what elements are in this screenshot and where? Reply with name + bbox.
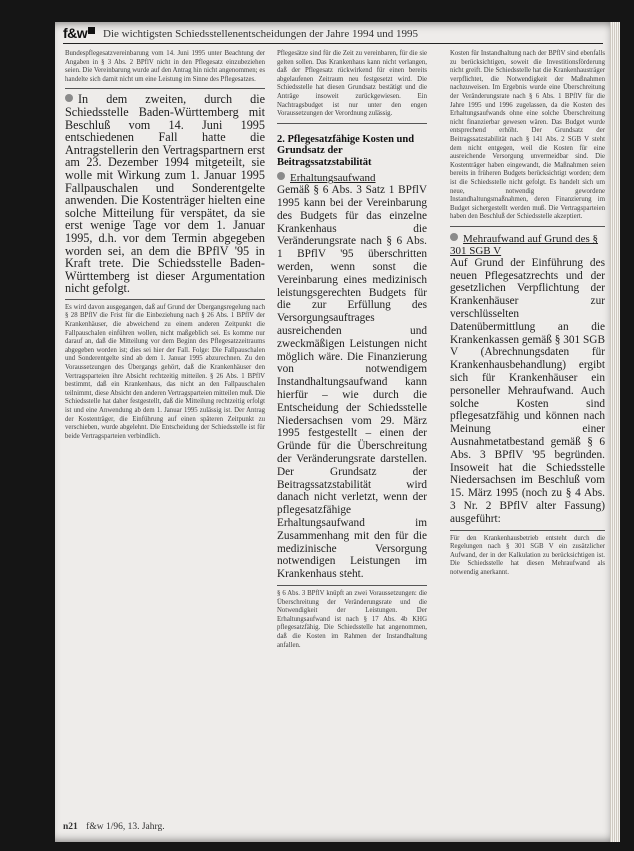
page-header	[63, 25, 603, 44]
divider	[277, 585, 427, 586]
subheading: Mehraufwand auf Grund des § 301 SGB V	[450, 232, 599, 257]
col3-paragraph: Auf Grund der Einführung des neuen Pflegesatzrechts und der gesetzlichen Verpflichtung der Krankenhäuser zur verschlüsselten Datenübermittlung an die Krankenkassen gemäß § 301 SGB V (Abrechnungsdaten für Krankenhausbehandlung) ergibt sich für Krankenhäuser ein personeller Mehraufwand. Auch solche Kosten sind pflegesatzfähig und können nach Meinung einer Ausnahmetatbestand gemäß § 6 Abs. 3 BPflV '95 begründen. Insoweit hat die Schiedsstelle Niedersachsen im Beschluß vom 15. März 1995 (noch zu § 4 Abs. 3 Nr. 2 BPflV alter Fassung) ausgeführt:	[450, 256, 605, 525]
page-footer	[63, 822, 165, 832]
col2-bottom: § 6 Abs. 3 BPflV knüpft an zwei Voraussetzungen: die Überschreitung der Veränderungsrate und die Notwendigkeit der Leistungen. Der Erhaltungsaufwand ist nach § 17 Abs. 4b KHG pflegesatzfähig. Die Schiedsstelle hat angenommen, daß die Kosten im Rahmen der Instandhaltung anfallen.	[277, 589, 427, 649]
document-page	[55, 22, 620, 842]
bullet-icon	[450, 233, 458, 241]
column-2	[277, 50, 427, 650]
col1-bullet-paragraph: In dem zweiten, durch die Schiedsstelle Baden-Württemberg mit Beschluß vom 14. Juni 1995 entschiedenen Fall hatte die Antragstellerin den Vertragspartnern erst am 23. Dezember 1994 mitgeteilt, sie wolle mit Wirkung zum 1. Januar 1995 Fallpauschalen und Sonderentgelte anwenden. Die Kostenträger hielten eine solche Mitteilung für verspätet, da sie erst wenige Tage vor dem 1. Januar 1995, d.h. vor dem Termin abgegeben worden sei, an dem die BPflV '95 in Kraft trete. Die Schiedsstelle Baden-Württemberg ist dieser Argumentation nicht gefolgt.	[65, 92, 265, 296]
bullet-icon	[277, 172, 285, 180]
divider	[277, 123, 427, 124]
page-edge	[610, 22, 620, 842]
col1-quote: Es wird davon ausgegangen, daß auf Grund der Übergangsregelung nach § 28 BPflV die Frist für die Einbeziehung nach § 26 Abs. 1 BPflV der Krankenhäuser, die abweichend zu einem anderen Zeitpunkt die Fallpauschalen einführen wollen, nicht maßgeblich sei. Es komme nur darauf an, daß die Mitteilung vor dem Beginn des Pflegesatzzeitraums abgegeben worden ist; dies sei hier der Fall. Folge: Die Fallpauschalen und Sonderentgelte sind ab dem 1. Januar 1995 abzurechnen. Zu den Voraussetzungen des Übergangs gehört, daß die Krankenhäuser den Vertragsparteien ihre Absicht rechtzeitig mitteilen. § 26 Abs. 1 BPflV bestimmt, daß ein Krankenhaus, das nicht an den Fallpauschalen teilnimmt, diese Absicht den anderen Vertragsparteien mitteilen muß. Die Schiedsstelle hat daher festgestellt, daß die Mitteilung rechtzeitig erfolgt ist und eine Anwendung ab dem 1. Januar 1995 zulässig ist. Der Antrag der Kostenträger, die Einführung auf einen späteren Zeitpunkt zu verschieben, wurde abgelehnt. Die Entscheidung der Schiedsstelle ist für beide Vertragsparteien verbindlich.	[65, 303, 265, 440]
col1-intro: Bundespflegesatzvereinbarung vom 14. Juni 1995 unter Beachtung der Angaben in § 3 Abs. 2 BPflV nicht in den Pflegesatz einzubeziehen seien. Die Vereinbarung wurde auf den Antrag hin nicht angenommen; es handelte sich damit nicht um eine Leistung im Sinne des Pflegesatzes.	[65, 50, 265, 83]
bullet-icon	[65, 94, 73, 102]
divider	[450, 530, 605, 531]
col3-top: Kosten für Instandhaltung nach der BPflV sind ebenfalls zu berücksichtigen, soweit die Investitionsförderung nicht greift. Die Schiedsstelle hat die Krankenhausträger verpflichtet, die Notwendigkeit der Maßnahmen nachzuweisen. Im Ergebnis wurde eine Überschreitung der Veränderungsrate nach § 6 Abs. 1 BPflV für die Jahre 1995 und 1996 zugelassen, da die Kosten des Erhaltungsaufwands ohne eine solche Überschreitung nicht finanzierbar gewesen wären. Das Budget wurde entsprechend erhöht. Der Grundsatz der Beitragssatzstabilität nach § 141 Abs. 2 SGB V steht dem nicht entgegen, weil die Kosten für eine ausreichende Versorgung unvermeidbar sind. Die Kostenträger haben eingewandt, die Maßnahmen seien bereits in früheren Budgets berücksichtigt worden; dem ist die Schiedsstelle nicht gefolgt. Es handelt sich um neue, notwendig gewordene Instandhaltungsmaßnahmen, deren Finanzierung im Budget sichergestellt werden muß. Die Vertragsparteien haben den Beschluß der Schiedsstelle akzeptiert.	[450, 50, 605, 221]
divider	[65, 88, 265, 89]
column-3	[450, 50, 605, 578]
journal-source: f&w 1/96, 13. Jahrg.	[86, 822, 165, 832]
section-title: 2. Pflegesatzfähige Kosten und Grundsatz der Beitragssatzstabilität	[277, 133, 415, 168]
journal-logo: f&w	[63, 25, 95, 41]
col2-paragraph: Gemäß § 6 Abs. 3 Satz 1 BPflV 1995 kann bei der Vereinbarung des Budgets für das einzelne Krankenhaus die Veränderungsrate nach § 6 Abs. 1 BPflV '95 überschritten werden, wenn sonst die Vereinbarung eines medizinisch leistungsgerechten Budgets für die zur Erfüllung des Versorgungsauftrages ausreichenden und zweckmäßigen Leistungen nicht möglich wäre. Die Finanzierung von notwendigem Instandhaltungsaufwand kann hierfür – wie durch die Entscheidung der Schiedsstelle Niedersachsen vom 29. März 1995 festgestellt – einen der Gründe für die Überschreitung der Veränderungsrate darstellen. Der Grundsatz der Beitragssatzstabilität wird danach nicht verletzt, wenn der pflegesatzfähige Erhaltungsaufwand im Zusammenhang mit den für die medizinische Versorgung notwendigen Leistungen im Krankenhaus steht.	[277, 184, 427, 581]
col3-bottom: Für den Krankenhausbetrieb entsteht durch die Regelungen nach § 301 SGB V ein zusätzlicher Aufwand, der in der Kalkulation zu berücksichtigen ist. Die Schiedsstelle hat diesen Mehraufwand als notwendig anerkannt.	[450, 534, 605, 576]
column-1	[65, 50, 265, 441]
col2-top: Pflegesätze sind für die Zeit zu vereinbaren, für die sie gelten sollen. Das Krankenhaus kann nicht verlangen, daß der Pflegesatz rückwirkend für einen bereits abgelaufenen Zeitraum neu festgesetzt wird. Die Schiedsstelle hat diesen Grundsatz bestätigt und die Anträge insoweit zurückgewiesen. Ein Nachtragsbudget ist nur unter den engen Voraussetzungen der Verordnung zulässig.	[277, 50, 427, 118]
page-number: n21	[63, 822, 78, 832]
divider	[65, 299, 265, 300]
subheading: Erhaltungsaufwand	[277, 172, 427, 184]
header-title: Die wichtigsten Schiedsstellenentscheidungen der Jahre 1994 und 1995	[103, 28, 418, 40]
divider	[450, 226, 605, 227]
